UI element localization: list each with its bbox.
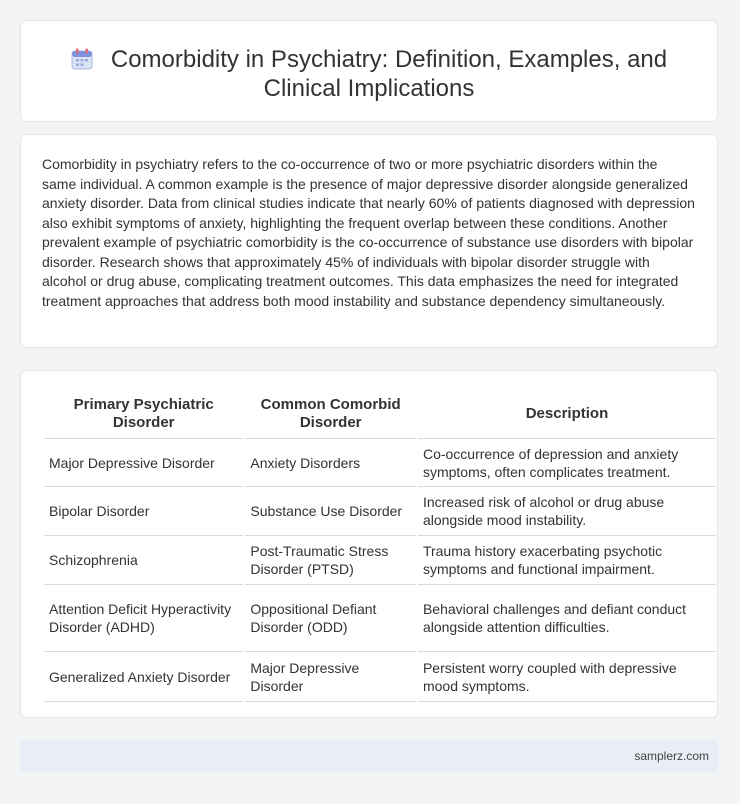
primary-disorder-cell: Attention Deficit Hyperactivity Disorder (ADHD) [44,585,243,652]
table-row [44,585,716,652]
calendar-icon [71,48,93,70]
intro-card [20,134,718,348]
title-card [20,20,718,122]
title-line-1: Comorbidity in Psychiatry: Definition, Examples, and [110,46,668,73]
primary-disorder-cell: Schizophrenia [44,536,243,585]
table-row [44,536,716,585]
description-cell: Trauma history exacerbating psychotic symptoms and functional impairment. [418,536,716,585]
header-description: Description [418,390,716,439]
table-row [44,439,716,487]
comorbid-disorder-cell: Anxiety Disorders [245,439,416,487]
comorbid-disorder-cell: Oppositional Defiant Disorder (ODD) [245,585,416,652]
footer [20,740,718,772]
comorbid-disorder-cell: Substance Use Disorder [245,487,416,536]
table-row [44,652,716,702]
page-title [21,45,717,103]
table-row [44,487,716,536]
footer-site-link[interactable]: samplerz.com [634,749,709,763]
description-cell: Increased risk of alcohol or drug abuse alongside mood instability. [418,487,716,536]
header-comorbid-disorder: Common Comorbid Disorder [245,390,416,439]
primary-disorder-cell: Bipolar Disorder [44,487,243,536]
primary-disorder-cell: Major Depressive Disorder [44,439,243,487]
comorbid-disorder-cell: Post-Traumatic Stress Disorder (PTSD) [245,536,416,585]
comorbid-disorder-cell: Major Depressive Disorder [245,652,416,702]
table-header-row [44,390,716,439]
intro-paragraph: Comorbidity in psychiatry refers to the co-occurrence of two or more psychiatric disorders within the same individual. A common example is the presence of major depressive disorder alongside generalized anxiety disorder. Data from clinical studies indicate that nearly 60% of patients diagnosed with depression also exhibit symptoms of anxiety, highlighting the frequent overlap between these conditions. Another prevalent example of psychiatric comorbidity is the co-occurrence of substance use disorders with bipolar disorder. Research shows that approximately 45% of individuals with bipolar disorder struggle with alcohol or drug abuse, complicating treatment outcomes. This data emphasizes the need for integrated treatment approaches that address both mood instability and substance dependency simultaneously. [42,156,695,309]
title-line-2: Clinical Implications [263,75,475,102]
description-cell: Behavioral challenges and defiant conduct alongside attention difficulties. [418,585,716,652]
comorbidity-table [42,390,718,702]
header-primary-disorder: Primary Psychiatric Disorder [44,390,243,439]
description-cell: Persistent worry coupled with depressive mood symptoms. [418,652,716,702]
primary-disorder-cell: Generalized Anxiety Disorder [44,652,243,702]
description-cell: Co-occurrence of depression and anxiety symptoms, often complicates treatment. [418,439,716,487]
table-card [20,370,718,718]
